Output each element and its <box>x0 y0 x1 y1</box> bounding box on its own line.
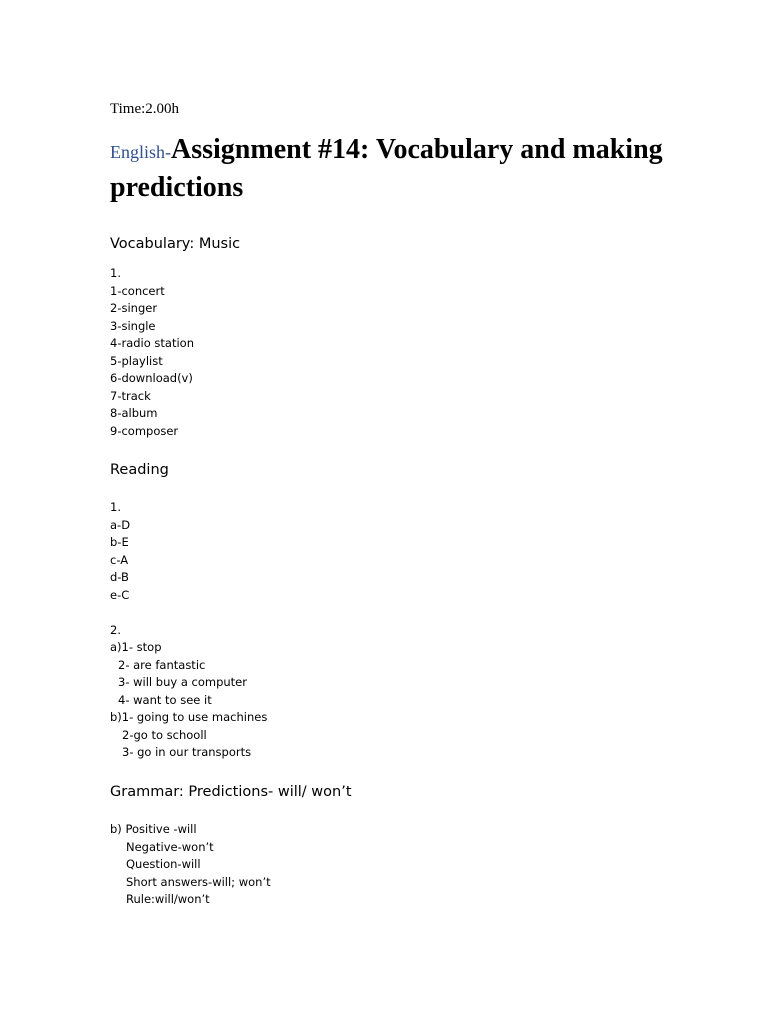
reading-answer: 2- are fantastic <box>118 657 206 672</box>
title-prefix: English- <box>110 142 171 162</box>
vocabulary-item: 9-composer <box>110 423 179 438</box>
grammar-heading: Grammar: Predictions- will/ won’t <box>110 784 352 800</box>
reading-answer: d-B <box>110 570 129 584</box>
reading-list <box>110 499 267 762</box>
vocabulary-item: 2-singer <box>110 301 158 315</box>
reading-answer: 2-go to schooll <box>122 727 207 742</box>
title-main: Assignment #14: Vocabulary and making predictions <box>110 134 663 203</box>
reading-q2-number: 2. <box>110 622 121 637</box>
vocabulary-list <box>110 265 194 440</box>
grammar-item: Short answers-will; won’t <box>126 874 271 889</box>
reading-answer: c-A <box>110 552 129 567</box>
grammar-item: Negative-won’t <box>126 839 214 854</box>
vocabulary-question-number: 1. <box>110 266 121 280</box>
page-title <box>110 132 730 206</box>
vocabulary-item: 8-album <box>110 406 158 420</box>
reading-answer: b-E <box>110 535 129 549</box>
grammar-item: Question-will <box>126 857 201 871</box>
reading-answer: b)1- going to use machines <box>110 710 268 724</box>
vocabulary-heading: Vocabulary: Music <box>110 236 241 252</box>
vocabulary-item: 3-single <box>110 318 156 333</box>
vocabulary-item: 7-track <box>110 388 151 403</box>
vocabulary-item: 5-playlist <box>110 353 163 368</box>
grammar-item: b) Positive -will <box>110 822 197 836</box>
reading-answer: 3- will buy a computer <box>118 675 247 689</box>
vocabulary-item: 1-concert <box>110 283 165 298</box>
grammar-list <box>110 821 271 909</box>
time-label: Time:2.00h <box>110 101 180 117</box>
grammar-item: Rule:will/won’t <box>126 892 210 906</box>
reading-answer: 3- go in our transports <box>122 745 252 759</box>
reading-answer: e-C <box>110 587 130 602</box>
reading-answer: a-D <box>110 517 131 532</box>
reading-q1-number: 1. <box>110 500 121 514</box>
reading-answer: 4- want to see it <box>118 692 212 707</box>
vocabulary-item: 4-radio station <box>110 336 195 350</box>
vocabulary-item: 6-download(v) <box>110 371 193 385</box>
reading-answer: a)1- stop <box>110 640 162 654</box>
reading-heading: Reading <box>110 462 169 478</box>
spacer <box>110 604 267 622</box>
